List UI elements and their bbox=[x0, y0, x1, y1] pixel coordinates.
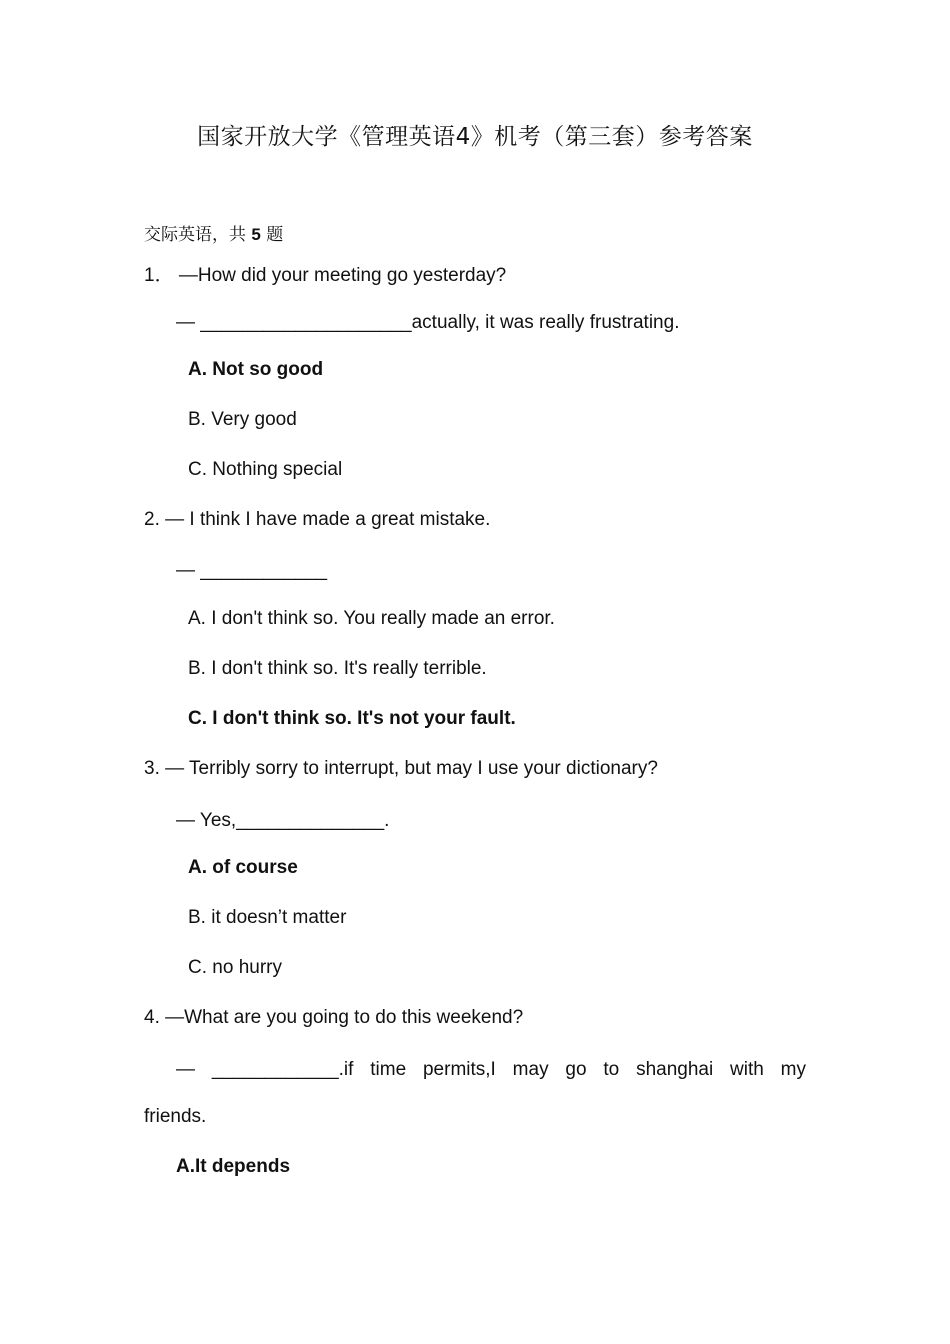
question-1-response: — ____________________actually, it was really frustrating. bbox=[176, 312, 680, 333]
response-word: with bbox=[730, 1059, 764, 1080]
response-word: may bbox=[512, 1059, 549, 1080]
response-word: permits,I bbox=[422, 1059, 496, 1080]
page-title: 国家开放大学《管理英语4》机考（第三套）参考答案 bbox=[197, 124, 753, 150]
question-1-option-a: A. Not so good bbox=[188, 359, 324, 380]
question-3-option-b: B. it doesn’t matter bbox=[188, 907, 347, 928]
question-2-option-b: B. I don't think so. It's really terrible. bbox=[188, 658, 487, 679]
question-2-prompt: 2. — I think I have made a great mistake. bbox=[144, 509, 491, 530]
question-4-option-a: A.It depends bbox=[176, 1156, 291, 1177]
question-2-option-c: C. I don't think so. It's not your fault. bbox=[188, 708, 516, 729]
question-4-response-continued: friends. bbox=[144, 1106, 207, 1127]
question-4-response bbox=[176, 1059, 806, 1081]
section-count: 5 bbox=[251, 225, 261, 244]
section-unit: 题 bbox=[266, 225, 284, 245]
question-2-option-a: A. I don't think so. You really made an error. bbox=[188, 608, 555, 629]
response-word: go bbox=[565, 1059, 587, 1080]
response-word: shanghai bbox=[636, 1059, 714, 1080]
response-word: to bbox=[603, 1059, 620, 1080]
section-label: 交际英语，共 bbox=[144, 225, 246, 245]
question-4-prompt: 4. —What are you going to do this weekend? bbox=[144, 1007, 524, 1028]
question-3-response: — Yes,______________. bbox=[176, 810, 390, 831]
question-3-option-a: A. of course bbox=[188, 857, 298, 878]
question-2-response: — ____________ bbox=[176, 560, 328, 581]
response-word: — bbox=[176, 1059, 195, 1080]
response-word: my bbox=[780, 1059, 806, 1080]
question-1-prompt: 1． —How did your meeting go yesterday? bbox=[144, 265, 507, 286]
question-1-option-b: B. Very good bbox=[188, 409, 297, 430]
response-word: time bbox=[370, 1059, 407, 1080]
response-word: ____________.if bbox=[211, 1059, 354, 1080]
question-3-option-c: C. no hurry bbox=[188, 957, 282, 978]
question-1-option-c: C. Nothing special bbox=[188, 459, 343, 480]
section-heading bbox=[144, 220, 283, 245]
question-3-prompt: 3. — Terribly sorry to interrupt, but may I use your dictionary? bbox=[144, 758, 658, 779]
